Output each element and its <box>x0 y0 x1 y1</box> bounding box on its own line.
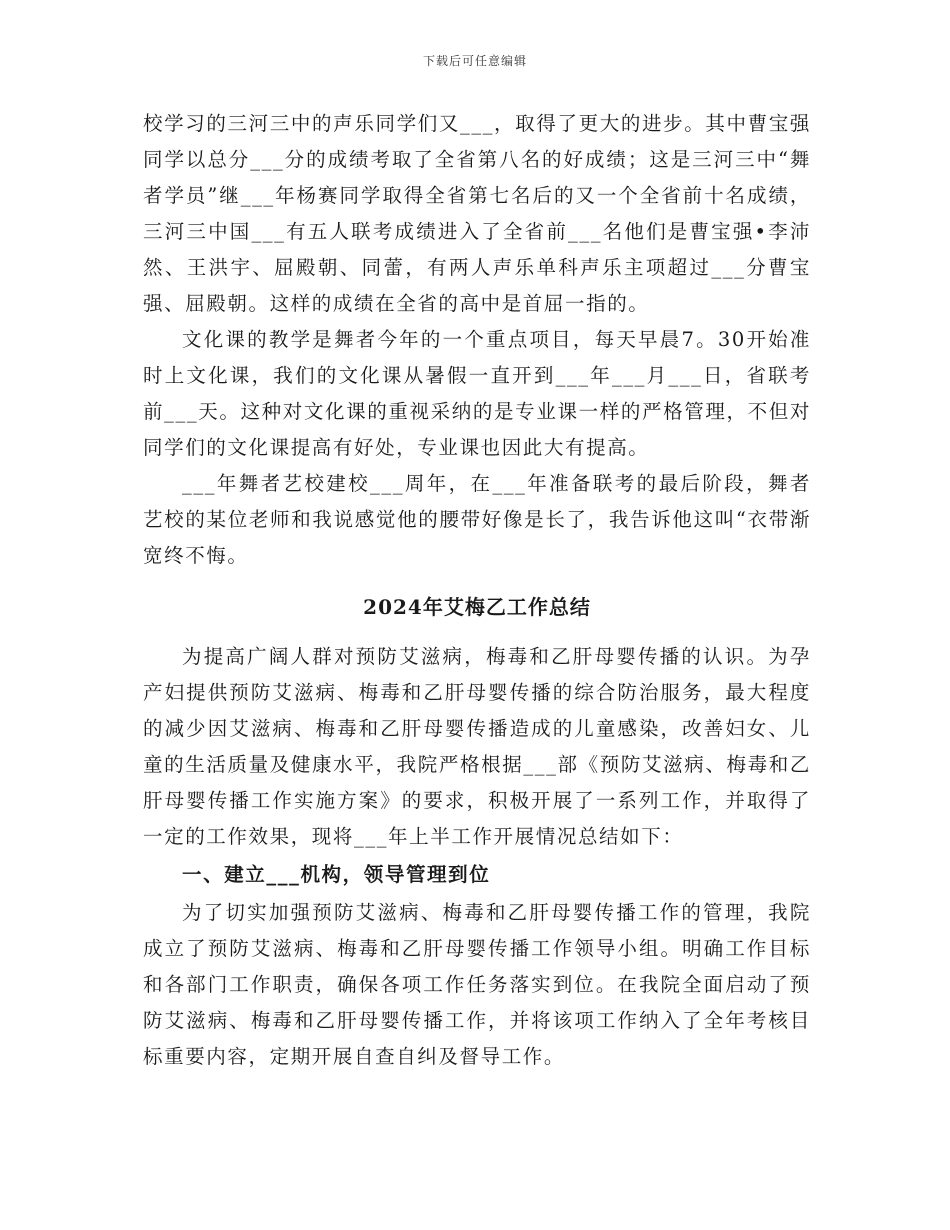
paragraph-culture-class: 文化课的教学是舞者今年的一个重点项目，每天早晨7。30开始准时上文化课，我们的文化课从暑假一直开到___年___月___日，省联考前___天。这种对文化课的重视采纳的是专业课一样的严格管理，不但对同学们的文化课提高有好处，专业课也因此大有提高。 <box>143 328 812 459</box>
paragraph-continued: 校学习的三河三中的声乐同学们又___，取得了更大的进步。其中曹宝强同学以总分___分的成绩考取了全省第八名的好成绩；这是三河三中“舞者学员”继___年杨赛同学取得全省第七名后的又一个全省前十名成绩，三河三中国___有五人联考成绩进入了全省前___名他们是曹宝强•李沛然、王洪宇、屈殿朝、同蕾，有两人声乐单科声乐主项超过___分曹宝强、屈殿朝。这样的成绩在全省的高中是首屈一指的。 <box>143 112 811 315</box>
section-title: 2024年艾梅乙工作总结 <box>363 595 591 619</box>
paragraph-anniversary: ___年舞者艺校建校___周年，在___年准备联考的最后阶段，舞者艺校的某位老师和我说感觉他的腰带好像是长了，我告诉他这叫“衣带渐宽终不悔。 <box>143 472 811 567</box>
paragraph-intro: 为提高广阔人群对预防艾滋病，梅毒和乙肝母婴传播的认识。为孕产妇提供预防艾滋病、梅毒和乙肝母婴传播的综合防治服务，最大程度的减少因艾滋病、梅毒和乙肝母婴传播造成的儿童感染，改善妇女、儿童的生活质量及健康水平，我院严格根据___部《预防艾滋病、梅毒和乙肝母婴传播工作实施方案》的要求，积极开展了一系列工作，并取得了一定的工作效果，现将___年上半工作开展情况总结如下： <box>143 645 811 848</box>
section-heading-1: 一、建立___机构，领导管理到位 <box>182 863 491 886</box>
page-header: 下载后可任意编辑 <box>422 54 527 68</box>
paragraph-organization: 为了切实加强预防艾滋病、梅毒和乙肝母婴传播工作的管理，我院成立了预防艾滋病、梅毒和乙肝母婴传播工作领导小组。明确工作目标和各部门工作职责，确保各项工作任务落实到位。在我院全面启动了预防艾滋病、梅毒和乙肝母婴传播工作，并将该项工作纳入了全年考核目标重要内容，定期开展自查自纠及督导工作。 <box>143 901 811 1068</box>
document-body <box>143 106 811 1075</box>
